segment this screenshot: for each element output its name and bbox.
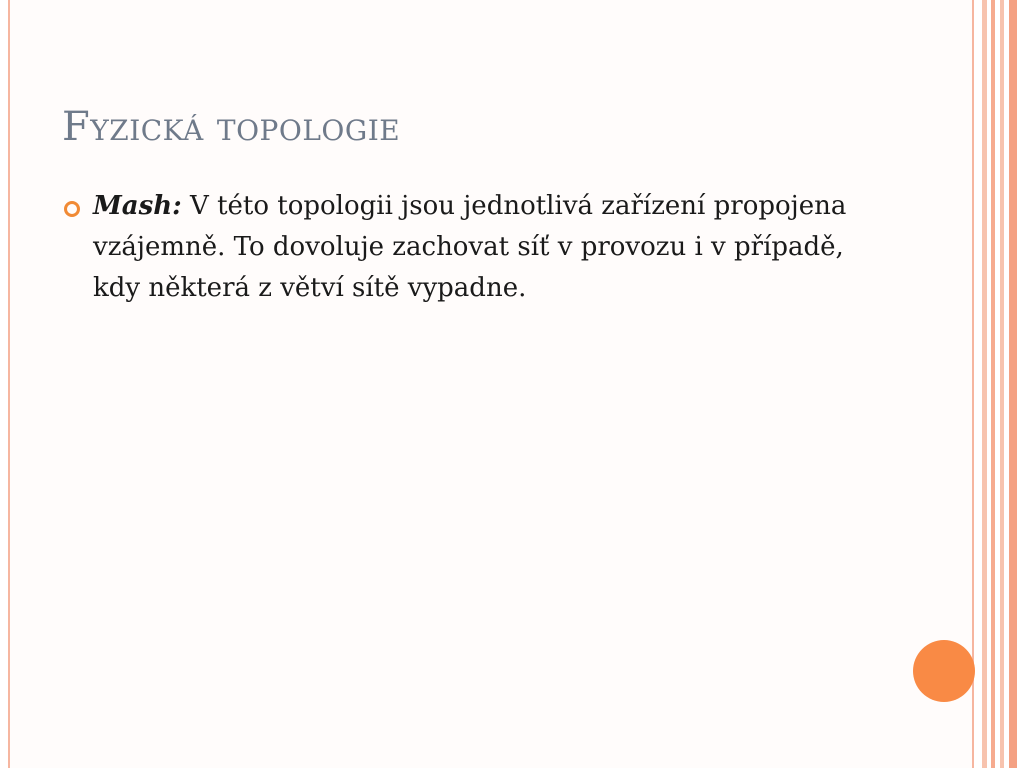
list-item (62, 186, 862, 309)
accent-circle-icon (913, 640, 975, 702)
stripe-3 (1000, 0, 1004, 768)
bullet-list (62, 186, 862, 309)
slide-title: Fyzická topologie (62, 104, 401, 150)
stripe-2 (991, 0, 995, 768)
right-stripe-decoration (976, 0, 1024, 768)
bullet-icon (64, 201, 80, 217)
bullet-term: Mash: (93, 191, 182, 221)
stripe-4 (1009, 0, 1017, 768)
bullet-text: V této topologii jsou jednotlivá zařízení propojena vzájemně. To dovoluje zachovat síť v provozu i v případě, kdy některá z větví sítě vypadne. (93, 191, 847, 303)
stripe-1 (982, 0, 987, 768)
